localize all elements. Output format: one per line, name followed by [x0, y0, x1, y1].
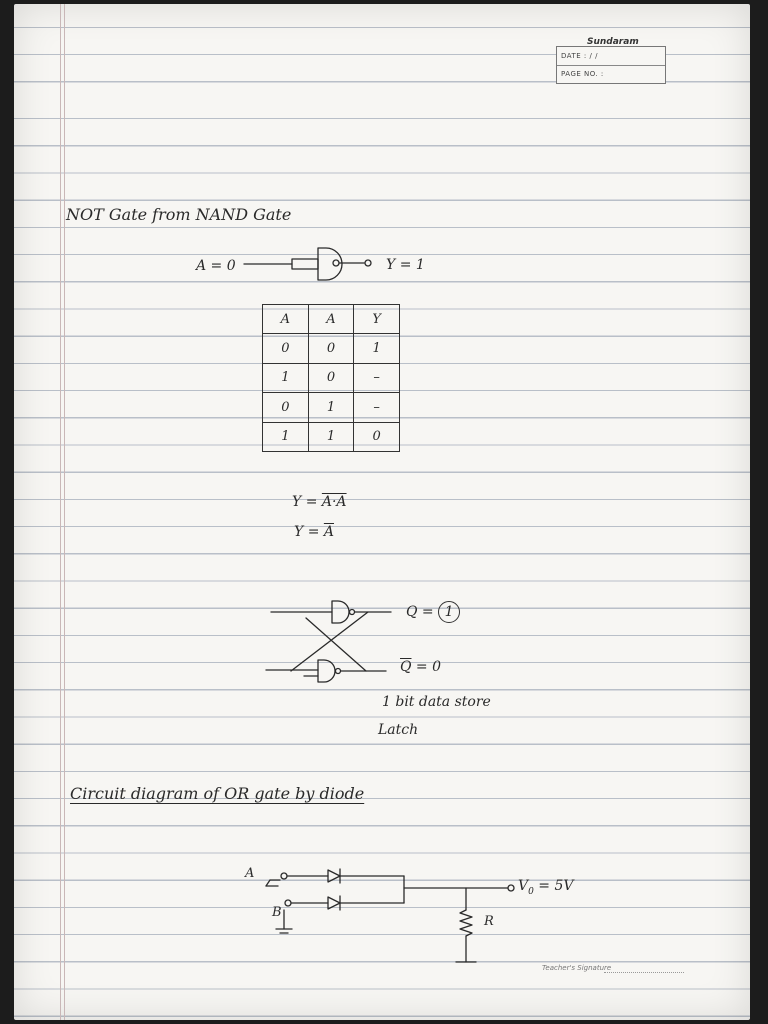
latch-qbar-label: $\overline{Q} = 0$	[400, 659, 442, 675]
truth-table-cell: 1	[354, 334, 400, 363]
truth-table-cell: 0	[263, 393, 309, 422]
equation-1: Y = A·A	[292, 494, 347, 510]
resistor-label: R	[484, 914, 494, 929]
truth-table-cell: 0	[263, 334, 309, 363]
input-label: A = 0	[196, 258, 236, 274]
heading-not-gate: NOT Gate from NAND Gate	[66, 205, 292, 224]
truth-table-cell: –	[354, 363, 400, 392]
equation-2-rhs: $\overline{A}$	[323, 524, 334, 540]
heading-or-gate-diode: Circuit diagram of OR gate by diode	[70, 784, 365, 803]
page-no-label: PAGE NO. :	[561, 70, 604, 78]
circuit-drawings	[14, 4, 750, 1020]
latch-symbol	[266, 601, 391, 682]
truth-table-cell: 1	[263, 363, 309, 392]
date-label: DATE : / /	[561, 52, 598, 60]
diode-input-b: B	[272, 905, 282, 920]
equation-2: $Y = \overline{A}$	[294, 524, 334, 540]
brand-logo: Sundaram	[587, 37, 639, 47]
diode-output-label: $V_0 = 5V$	[518, 878, 574, 897]
nand-not-gate-symbol	[244, 248, 371, 280]
truth-table-cell: 1	[263, 422, 309, 451]
truth-table-header-cell: A	[263, 305, 309, 334]
truth-table-cell: 0	[308, 363, 354, 392]
truth-table-header-cell: A	[308, 305, 354, 334]
latch-caption-1: 1 bit data store	[382, 694, 491, 710]
latch-caption-2: Latch	[378, 722, 419, 738]
date-value: / /	[589, 52, 598, 60]
diode-input-a: A	[245, 866, 255, 881]
output-label: Y = 1	[386, 257, 425, 273]
equation-1-rhs: A·A	[321, 494, 347, 510]
latch-q-value: 1	[438, 601, 460, 623]
truth-table-cell: 0	[354, 422, 400, 451]
truth-table-header-cell: Y	[354, 305, 400, 334]
latch-q-label: Q = 1	[406, 601, 460, 623]
truth-table-cell: 0	[308, 334, 354, 363]
truth-table-cell: 1	[308, 393, 354, 422]
truth-table-cell: 1	[308, 422, 354, 451]
notebook-page	[14, 4, 750, 1020]
teacher-signature-label: Teacher's Signature	[542, 964, 612, 972]
diode-or-circuit-symbol	[266, 869, 514, 962]
truth-table-cell: –	[354, 393, 400, 422]
